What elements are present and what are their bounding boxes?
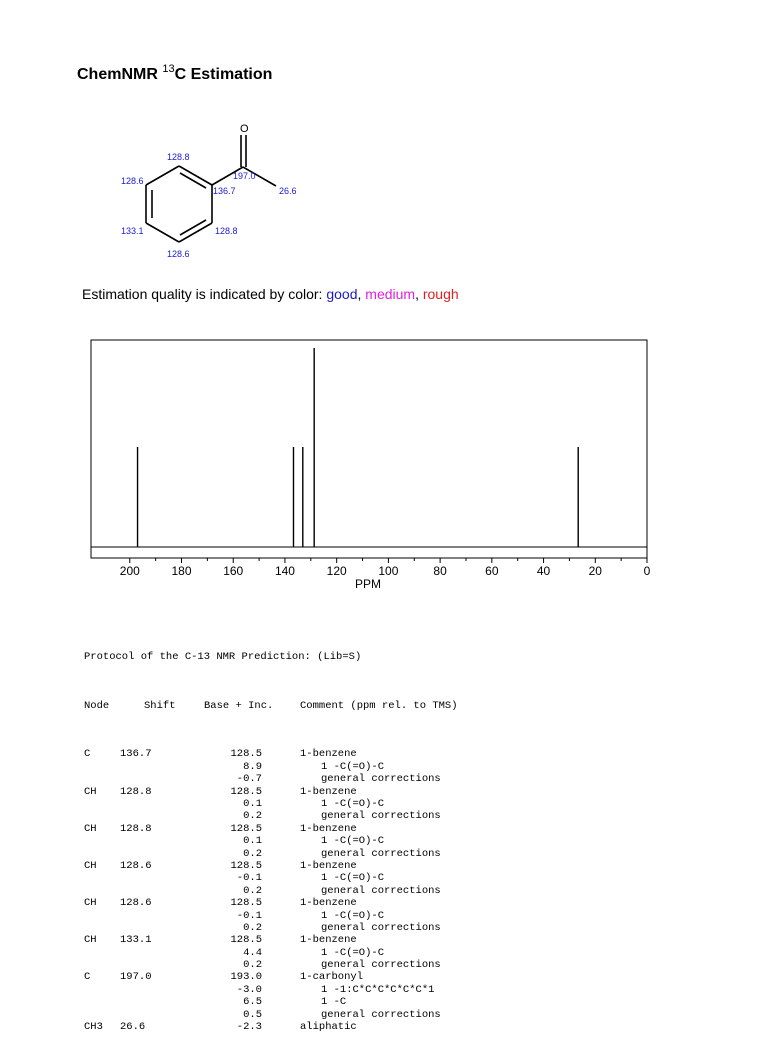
quality-separator: , — [415, 286, 423, 302]
bond-top-left — [146, 166, 179, 185]
row-base: 0.2 — [243, 959, 262, 972]
row-base: 128.5 — [230, 822, 262, 835]
page-title — [77, 63, 273, 84]
row-base: 4.4 — [243, 946, 262, 959]
shift-label-upper-left: 128.6 — [121, 176, 144, 186]
row-shift: 128.8 — [120, 785, 152, 798]
row-comment: general corrections — [321, 884, 441, 897]
row-base: 128.5 — [230, 748, 262, 761]
title-superscript: 13 — [162, 63, 175, 75]
shift-label-carbonyl: 197.0 — [233, 171, 256, 181]
tick-group — [120, 558, 651, 578]
protocol-row — [84, 996, 458, 1008]
row-base: -3.0 — [236, 983, 262, 996]
x-tick-label: 20 — [588, 564, 602, 578]
row-comment: 1-benzene — [300, 859, 357, 872]
x-tick-label: 200 — [119, 564, 140, 578]
protocol-row — [84, 872, 458, 884]
row-comment: general corrections — [321, 773, 441, 786]
protocol-row — [84, 1009, 458, 1021]
row-base: 128.5 — [230, 934, 262, 947]
protocol-row — [84, 810, 458, 822]
title-rest: C Estimation — [174, 66, 273, 83]
row-shift: 26.6 — [120, 1021, 146, 1034]
row-node: C — [84, 748, 91, 761]
row-base: 0.2 — [243, 884, 262, 897]
protocol-row — [84, 947, 458, 959]
benzene-ring — [146, 135, 276, 242]
shift-label-top: 128.8 — [167, 152, 190, 162]
row-shift: 128.6 — [120, 859, 152, 872]
x-tick-label: 180 — [171, 564, 192, 578]
row-base: -0.1 — [236, 909, 262, 922]
x-tick-label: 120 — [326, 564, 347, 578]
protocol-row — [84, 761, 458, 773]
row-comment: 1 -C(=O)-C — [321, 909, 385, 922]
protocol-row — [84, 848, 458, 860]
double-bond-inner-1 — [180, 173, 206, 188]
protocol-heading: Protocol of the C-13 NMR Prediction: (Lib=S) — [84, 650, 362, 663]
row-comment: 1-benzene — [300, 897, 357, 910]
quality-legend — [82, 286, 459, 302]
row-node: C — [84, 971, 91, 984]
row-base: 0.1 — [243, 798, 262, 810]
protocol-row — [84, 897, 458, 909]
row-comment: 1-carbonyl — [300, 971, 364, 984]
row-base: 193.0 — [230, 971, 262, 984]
row-comment: 1-benzene — [300, 785, 357, 798]
row-comment: 1-benzene — [300, 748, 357, 761]
protocol-row — [84, 959, 458, 971]
row-base: 0.5 — [243, 1008, 262, 1021]
row-shift: 128.6 — [120, 897, 152, 910]
row-node: CH — [84, 934, 97, 947]
row-node: CH — [84, 897, 97, 910]
row-comment: 1 -C(=O)-C — [321, 872, 385, 885]
quality-rough: rough — [422, 286, 459, 302]
x-tick-label: 40 — [536, 564, 551, 578]
row-shift: 136.7 — [120, 748, 152, 761]
x-tick-label: 80 — [433, 564, 447, 578]
row-base: 0.2 — [243, 847, 262, 860]
row-base: 128.5 — [230, 897, 262, 910]
quality-good: good — [326, 286, 358, 302]
shift-label-lower-left: 133.1 — [121, 226, 144, 236]
protocol-row — [84, 984, 458, 996]
row-comment: 1-benzene — [300, 822, 357, 835]
row-base: 128.5 — [230, 785, 262, 798]
quality-medium: medium — [365, 286, 416, 302]
protocol-row — [84, 798, 458, 810]
x-tick-label: 160 — [223, 564, 244, 578]
col-node: Node — [84, 699, 110, 712]
row-comment: general corrections — [321, 810, 441, 823]
protocol-row — [84, 910, 458, 922]
protocol-row — [84, 748, 458, 760]
x-tick-label: 60 — [485, 564, 499, 578]
quality-prefix: Estimation quality is indicated by color: — [82, 286, 327, 302]
row-comment: general corrections — [321, 921, 441, 934]
protocol-table — [84, 626, 458, 1046]
protocol-row — [84, 860, 458, 872]
protocol-row — [84, 773, 458, 785]
row-base: 0.2 — [243, 921, 262, 934]
plot-frame — [91, 340, 647, 558]
row-shift: 133.1 — [120, 934, 152, 947]
col-base: Base + Inc. — [204, 699, 274, 712]
col-shift: Shift — [144, 699, 176, 712]
row-base: 0.1 — [243, 835, 262, 848]
peak-group — [138, 348, 579, 547]
row-comment: 1 -C — [321, 996, 347, 1009]
shift-label-bottom: 128.6 — [167, 249, 190, 259]
row-node: CH — [84, 785, 97, 798]
protocol-row — [84, 934, 458, 946]
row-base: 6.5 — [243, 996, 262, 1009]
row-base: -0.7 — [236, 773, 262, 786]
col-comment: Comment (ppm rel. to TMS) — [300, 699, 458, 712]
molecule-structure — [100, 115, 320, 275]
row-comment: 1 -C(=O)-C — [321, 760, 385, 773]
shift-label-ipso: 136.7 — [213, 186, 236, 196]
x-tick-label: 140 — [274, 564, 295, 578]
row-comment: aliphatic — [300, 1021, 357, 1034]
row-base: -2.3 — [236, 1021, 262, 1034]
row-comment: general corrections — [321, 847, 441, 860]
row-comment: general corrections — [321, 959, 441, 972]
title-main: ChemNMR — [77, 66, 163, 83]
quality-separator: , — [357, 286, 366, 302]
row-node: CH — [84, 822, 97, 835]
protocol-row — [84, 835, 458, 847]
shift-label-lower-right: 128.8 — [215, 226, 238, 236]
row-base: 8.9 — [243, 760, 262, 773]
x-tick-label: 0 — [643, 564, 651, 578]
row-comment: general corrections — [321, 1008, 441, 1021]
row-base: -0.1 — [236, 872, 262, 885]
x-tick-label: 100 — [378, 564, 399, 578]
protocol-row — [84, 786, 458, 798]
nmr-spectrum-chart — [88, 335, 658, 595]
row-shift: 128.8 — [120, 822, 152, 835]
protocol-rows — [84, 748, 458, 1033]
shift-label-methyl: 26.6 — [279, 186, 297, 196]
protocol-row — [84, 971, 458, 983]
row-comment: 1 -C(=O)-C — [321, 835, 385, 848]
protocol-row — [84, 885, 458, 897]
row-comment: 1 -1:C*C*C*C*C*C*1 — [321, 983, 435, 996]
protocol-row — [84, 823, 458, 835]
row-node: CH — [84, 859, 97, 872]
x-axis-label: PPM — [354, 577, 382, 591]
row-shift: 197.0 — [120, 971, 152, 984]
row-comment: 1 -C(=O)-C — [321, 798, 385, 810]
bond-bottom-left — [146, 223, 179, 242]
row-base: 0.2 — [243, 810, 262, 823]
protocol-row — [84, 922, 458, 934]
protocol-column-headers — [84, 700, 458, 724]
row-node: CH3 — [84, 1021, 103, 1034]
row-comment: 1-benzene — [300, 934, 357, 947]
row-comment: 1 -C(=O)-C — [321, 946, 385, 959]
atom-oxygen: O — [240, 123, 249, 135]
row-base: 128.5 — [230, 859, 262, 872]
protocol-row — [84, 1021, 458, 1033]
double-bond-inner-2 — [180, 220, 206, 235]
